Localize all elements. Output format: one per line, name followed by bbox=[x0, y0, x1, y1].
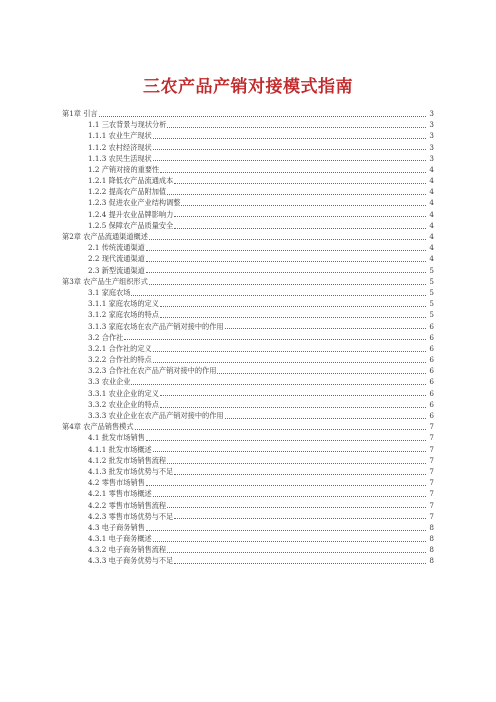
toc-entry-page-number: 4 bbox=[429, 187, 434, 197]
toc-dot-leader bbox=[160, 407, 426, 408]
toc-entry-page-number: 7 bbox=[429, 455, 434, 465]
toc-entry-page-number: 3 bbox=[429, 120, 434, 130]
toc-entry-page-number: 4 bbox=[429, 220, 434, 230]
toc-dot-leader bbox=[217, 373, 426, 374]
toc-dot-leader bbox=[153, 541, 426, 542]
toc-entry-page-number: 4 bbox=[429, 254, 434, 264]
toc-entry-label: 4.2 零售市场销售 bbox=[88, 478, 145, 488]
toc-entry-page-number: 7 bbox=[429, 500, 434, 510]
toc-entry-label: 3.2.2 合作社的特点 bbox=[88, 355, 152, 365]
toc-entry-page-number: 6 bbox=[429, 332, 434, 342]
toc-entry[interactable] bbox=[62, 142, 434, 153]
toc-entry[interactable] bbox=[62, 108, 434, 119]
toc-dot-leader bbox=[99, 116, 426, 117]
toc-entry-page-number: 6 bbox=[429, 355, 434, 365]
toc-entry-label: 1.2.4 提升农业品牌影响力 bbox=[88, 209, 174, 219]
toc-entry-page-number: 4 bbox=[429, 232, 434, 242]
toc-entry[interactable] bbox=[62, 242, 434, 253]
toc-dot-leader bbox=[124, 339, 426, 340]
toc-entry-label: 第4章 农产品销售模式 bbox=[62, 422, 134, 432]
toc-entry-label: 3.1.2 家庭农场的特点 bbox=[88, 310, 159, 320]
toc-dot-leader bbox=[146, 261, 426, 262]
toc-entry-label: 1.1.2 农村经济现状 bbox=[88, 142, 152, 152]
toc-entry-label: 4.3.2 电子商务销售流程 bbox=[88, 545, 167, 555]
toc-entry[interactable] bbox=[62, 119, 434, 130]
toc-entry[interactable] bbox=[62, 477, 434, 488]
toc-dot-leader bbox=[167, 507, 426, 508]
toc-dot-leader bbox=[174, 216, 426, 217]
toc-entry-label: 3.1.3 家庭农场在农产品产销对接中的作用 bbox=[88, 321, 224, 331]
toc-entry-page-number: 5 bbox=[429, 265, 434, 275]
toc-entry-label: 第3章 农产品生产组织形式 bbox=[62, 276, 148, 286]
toc-entry[interactable] bbox=[62, 253, 434, 264]
toc-dot-leader bbox=[174, 563, 426, 564]
toc-entry-label: 3.2 合作社 bbox=[88, 332, 124, 342]
toc-entry-page-number: 4 bbox=[429, 243, 434, 253]
toc-entry-page-number: 6 bbox=[429, 399, 434, 409]
toc-entry[interactable] bbox=[62, 298, 434, 309]
toc-entry-label: 2.2 现代流通渠道 bbox=[88, 254, 145, 264]
toc-entry-page-number: 6 bbox=[429, 321, 434, 331]
toc-entry-label: 2.3 新型流通渠道 bbox=[88, 265, 145, 275]
toc-dot-leader bbox=[167, 552, 426, 553]
toc-dot-leader bbox=[149, 239, 426, 240]
toc-entry[interactable] bbox=[62, 287, 434, 298]
toc-entry-label: 1.1.3 农民生活现状 bbox=[88, 153, 152, 163]
toc-dot-leader bbox=[225, 328, 426, 329]
toc-entry-label: 1.1 三农背景与现状分析 bbox=[88, 120, 167, 130]
toc-entry-label: 4.3 电子商务销售 bbox=[88, 522, 145, 532]
toc-dot-leader bbox=[160, 172, 426, 173]
toc-entry[interactable] bbox=[62, 511, 434, 522]
toc-entry-page-number: 7 bbox=[429, 466, 434, 476]
toc-entry[interactable] bbox=[62, 198, 434, 209]
toc-entry-label: 3.2.3 合作社在农产品产销对接中的作用 bbox=[88, 366, 217, 376]
toc-entry-page-number: 8 bbox=[429, 534, 434, 544]
toc-entry-page-number: 5 bbox=[429, 276, 434, 286]
toc-entry[interactable] bbox=[62, 186, 434, 197]
toc-entry-label: 1.1.1 农业生产现状 bbox=[88, 131, 152, 141]
toc-entry[interactable] bbox=[62, 309, 434, 320]
toc-dot-leader bbox=[135, 429, 426, 430]
toc-entry-label: 1.2.1 降低农产品流通成本 bbox=[88, 176, 174, 186]
toc-entry-page-number: 7 bbox=[429, 422, 434, 432]
toc-entry[interactable] bbox=[62, 276, 434, 287]
toc-entry-label: 1.2.5 保障农产品质量安全 bbox=[88, 220, 174, 230]
toc-entry-label: 4.1 批发市场销售 bbox=[88, 433, 145, 443]
toc-dot-leader bbox=[160, 317, 426, 318]
toc-entry-label: 4.2.1 零售市场概述 bbox=[88, 489, 152, 499]
toc-dot-leader bbox=[153, 138, 426, 139]
toc-dot-leader bbox=[167, 463, 426, 464]
toc-entry-label: 3.1.1 家庭农场的定义 bbox=[88, 299, 159, 309]
toc-entry[interactable] bbox=[62, 455, 434, 466]
toc-entry-page-number: 6 bbox=[429, 411, 434, 421]
toc-entry-page-number: 6 bbox=[429, 366, 434, 376]
toc-entry[interactable] bbox=[62, 432, 434, 443]
toc-entry-page-number: 3 bbox=[429, 153, 434, 163]
toc-entry-page-number: 7 bbox=[429, 478, 434, 488]
toc-entry-label: 4.3.3 电子商务优势与不足 bbox=[88, 556, 174, 566]
toc-entry-label: 1.2 产销对接的重要性 bbox=[88, 164, 160, 174]
toc-entry-page-number: 8 bbox=[429, 556, 434, 566]
toc-entry-label: 4.3.1 电子商务概述 bbox=[88, 534, 152, 544]
toc-entry[interactable] bbox=[62, 421, 434, 432]
toc-dot-leader bbox=[131, 295, 426, 296]
toc-dot-leader bbox=[146, 250, 426, 251]
toc-entry-label: 1.2.3 促进农业产业结构调整 bbox=[88, 198, 181, 208]
toc-entry-label: 3.2.1 合作社的定义 bbox=[88, 343, 152, 353]
toc-dot-leader bbox=[153, 362, 426, 363]
document-title: 三农产品产销对接模式指南 bbox=[143, 77, 353, 97]
toc-entry[interactable] bbox=[62, 488, 434, 499]
toc-entry-page-number: 4 bbox=[429, 176, 434, 186]
toc-entry-label: 第2章 农产品流通渠道概述 bbox=[62, 232, 148, 242]
toc-entry[interactable] bbox=[62, 544, 434, 555]
toc-dot-leader bbox=[131, 384, 426, 385]
toc-entry[interactable] bbox=[62, 343, 434, 354]
toc-entry[interactable] bbox=[62, 444, 434, 455]
toc-entry-page-number: 7 bbox=[429, 433, 434, 443]
table-of-contents bbox=[62, 108, 434, 567]
toc-entry-label: 4.1.2 批发市场销售流程 bbox=[88, 455, 167, 465]
toc-entry-page-number: 8 bbox=[429, 522, 434, 532]
toc-dot-leader bbox=[146, 440, 426, 441]
toc-entry-page-number: 7 bbox=[429, 444, 434, 454]
toc-entry[interactable] bbox=[62, 500, 434, 511]
toc-dot-leader bbox=[174, 228, 426, 229]
toc-dot-leader bbox=[146, 272, 426, 273]
toc-entry[interactable] bbox=[62, 164, 434, 175]
toc-entry-page-number: 7 bbox=[429, 489, 434, 499]
toc-entry-page-number: 7 bbox=[429, 511, 434, 521]
toc-dot-leader bbox=[167, 194, 426, 195]
toc-entry[interactable] bbox=[62, 354, 434, 365]
toc-entry[interactable] bbox=[62, 153, 434, 164]
toc-dot-leader bbox=[174, 518, 426, 519]
toc-entry-page-number: 3 bbox=[429, 131, 434, 141]
toc-entry-label: 3.3.2 农业企业的特点 bbox=[88, 399, 159, 409]
toc-dot-leader bbox=[174, 474, 426, 475]
toc-entry-label: 3.3.1 农业企业的定义 bbox=[88, 388, 159, 398]
toc-entry-label: 4.1.1 批发市场概述 bbox=[88, 444, 152, 454]
toc-entry-page-number: 4 bbox=[429, 209, 434, 219]
toc-dot-leader bbox=[153, 149, 426, 150]
toc-entry[interactable] bbox=[62, 209, 434, 220]
toc-dot-leader bbox=[153, 160, 426, 161]
toc-entry[interactable] bbox=[62, 466, 434, 477]
toc-entry[interactable] bbox=[62, 321, 434, 332]
toc-entry[interactable] bbox=[62, 410, 434, 421]
toc-entry-page-number: 6 bbox=[429, 388, 434, 398]
toc-entry-label: 1.2.2 提高农产品附加值 bbox=[88, 187, 167, 197]
toc-entry-page-number: 5 bbox=[429, 310, 434, 320]
toc-entry-page-number: 3 bbox=[429, 142, 434, 152]
toc-entry[interactable] bbox=[62, 332, 434, 343]
toc-dot-leader bbox=[153, 351, 426, 352]
toc-entry[interactable] bbox=[62, 377, 434, 388]
toc-entry-page-number: 5 bbox=[429, 299, 434, 309]
toc-entry-page-number: 5 bbox=[429, 287, 434, 297]
toc-entry-page-number: 8 bbox=[429, 545, 434, 555]
toc-dot-leader bbox=[146, 485, 426, 486]
toc-entry-label: 3.3 农业企业 bbox=[88, 377, 131, 387]
toc-dot-leader bbox=[160, 306, 426, 307]
toc-entry[interactable] bbox=[62, 220, 434, 231]
toc-entry-label: 2.1 传统流通渠道 bbox=[88, 243, 145, 253]
toc-dot-leader bbox=[181, 205, 426, 206]
toc-entry-label: 3.1 家庭农场 bbox=[88, 287, 131, 297]
toc-entry[interactable] bbox=[62, 522, 434, 533]
toc-entry[interactable] bbox=[62, 388, 434, 399]
toc-entry[interactable] bbox=[62, 399, 434, 410]
toc-entry-page-number: 6 bbox=[429, 343, 434, 353]
toc-entry[interactable] bbox=[62, 130, 434, 141]
toc-entry-page-number: 4 bbox=[429, 164, 434, 174]
toc-entry[interactable] bbox=[62, 365, 434, 376]
toc-entry-page-number: 4 bbox=[429, 198, 434, 208]
toc-dot-leader bbox=[225, 418, 426, 419]
toc-entry-page-number: 6 bbox=[429, 377, 434, 387]
toc-dot-leader bbox=[167, 127, 426, 128]
toc-dot-leader bbox=[160, 395, 426, 396]
toc-dot-leader bbox=[174, 183, 426, 184]
toc-entry[interactable] bbox=[62, 175, 434, 186]
toc-dot-leader bbox=[146, 530, 426, 531]
toc-entry-page-number: 3 bbox=[429, 108, 434, 118]
toc-entry-label: 4.1.3 批发市场优势与不足 bbox=[88, 466, 174, 476]
toc-entry-label: 4.2.2 零售市场销售流程 bbox=[88, 500, 167, 510]
toc-entry-label: 第1章 引言 bbox=[62, 108, 98, 118]
toc-entry[interactable] bbox=[62, 533, 434, 544]
toc-entry[interactable] bbox=[62, 265, 434, 276]
toc-dot-leader bbox=[153, 451, 426, 452]
toc-dot-leader bbox=[149, 284, 426, 285]
toc-entry-label: 3.3.3 农业企业在农产品产销对接中的作用 bbox=[88, 411, 224, 421]
toc-dot-leader bbox=[153, 496, 426, 497]
toc-entry-label: 4.2.3 零售市场优势与不足 bbox=[88, 511, 174, 521]
toc-entry[interactable] bbox=[62, 231, 434, 242]
toc-entry[interactable] bbox=[62, 556, 434, 567]
